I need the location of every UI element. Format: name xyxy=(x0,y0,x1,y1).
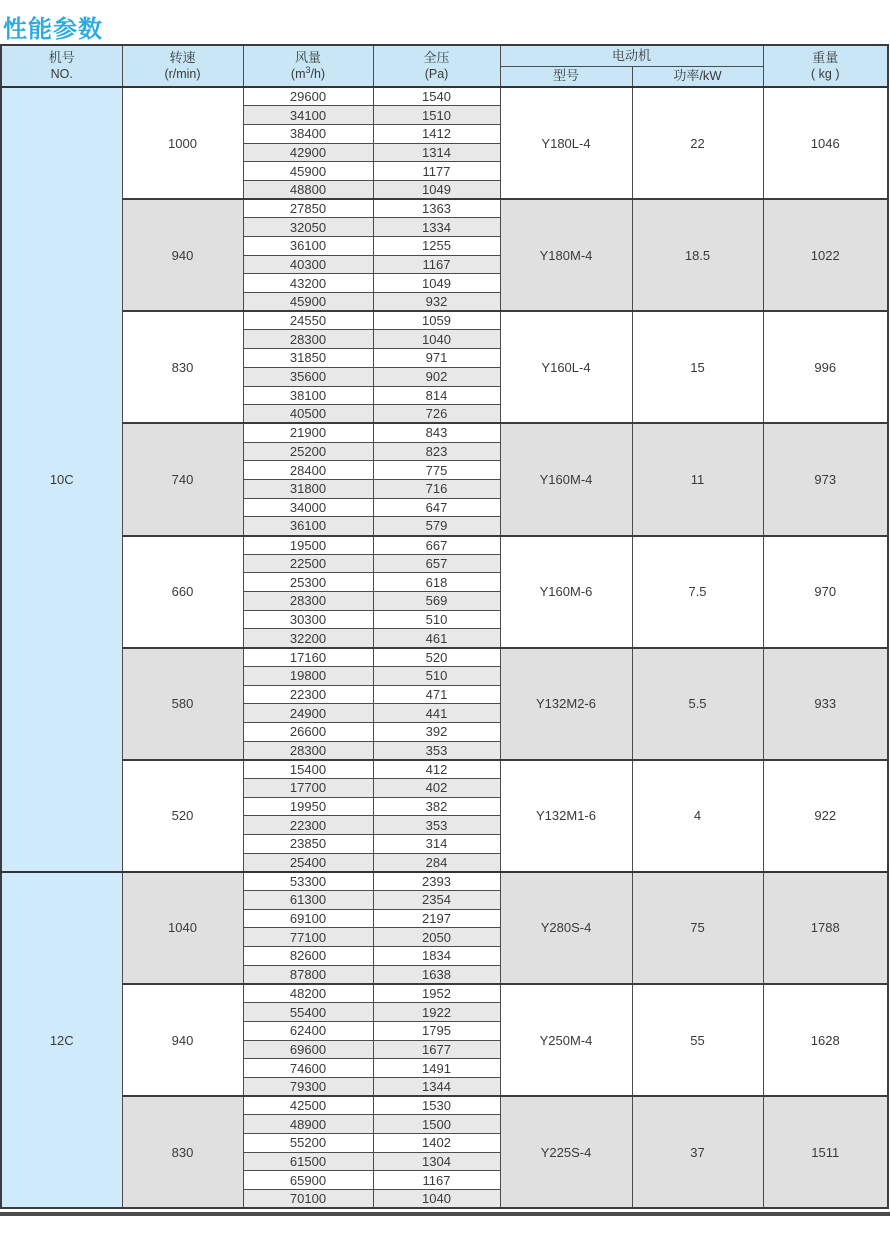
pressure-cell: 314 xyxy=(373,835,500,854)
airflow-cell: 69100 xyxy=(243,909,373,928)
header-speed-line1: 转速 xyxy=(169,49,196,65)
airflow-cell: 35600 xyxy=(243,367,373,386)
airflow-cell: 53300 xyxy=(243,872,373,891)
pressure-cell: 716 xyxy=(373,479,500,498)
airflow-cell: 42900 xyxy=(243,143,373,162)
pressure-cell: 1500 xyxy=(373,1115,500,1134)
table-row xyxy=(1,199,888,218)
pressure-cell: 657 xyxy=(373,554,500,573)
pressure-cell: 1922 xyxy=(373,1003,500,1022)
weight-cell: 922 xyxy=(763,760,888,872)
weight-cell: 973 xyxy=(763,423,888,535)
header-airflow-line1: 风量 xyxy=(294,49,321,65)
airflow-cell: 21900 xyxy=(243,423,373,442)
pressure-cell: 647 xyxy=(373,498,500,517)
table-row xyxy=(1,423,888,442)
header-machine-no xyxy=(1,45,122,87)
machine-no-cell: 12C xyxy=(1,872,122,1208)
airflow-cell: 31850 xyxy=(243,349,373,368)
airflow-cell: 40500 xyxy=(243,405,373,424)
airflow-cell: 48800 xyxy=(243,180,373,199)
power-cell: 5.5 xyxy=(632,648,763,760)
airflow-cell: 17160 xyxy=(243,648,373,667)
header-weight-line1: 重量 xyxy=(812,49,839,65)
airflow-cell: 19800 xyxy=(243,666,373,685)
pressure-cell: 382 xyxy=(373,797,500,816)
performance-table xyxy=(0,44,889,1209)
header-machine-no-line2: NO. xyxy=(50,66,73,81)
weight-cell: 1022 xyxy=(763,199,888,311)
airflow-cell: 45900 xyxy=(243,162,373,181)
airflow-cell: 17700 xyxy=(243,778,373,797)
pressure-cell: 2354 xyxy=(373,891,500,910)
pressure-cell: 667 xyxy=(373,536,500,555)
airflow-cell: 79300 xyxy=(243,1077,373,1096)
speed-cell: 940 xyxy=(122,984,243,1096)
airflow-cell: 70100 xyxy=(243,1190,373,1209)
pressure-cell: 1040 xyxy=(373,1190,500,1209)
weight-cell: 1788 xyxy=(763,872,888,984)
airflow-cell: 74600 xyxy=(243,1059,373,1078)
airflow-cell: 34100 xyxy=(243,106,373,125)
airflow-cell: 25200 xyxy=(243,442,373,461)
pressure-cell: 823 xyxy=(373,442,500,461)
pressure-cell: 579 xyxy=(373,517,500,536)
pressure-cell: 932 xyxy=(373,293,500,312)
airflow-cell: 30300 xyxy=(243,610,373,629)
power-cell: 75 xyxy=(632,872,763,984)
airflow-cell: 22500 xyxy=(243,554,373,573)
motor-model-cell: Y280S-4 xyxy=(500,872,632,984)
airflow-cell: 55400 xyxy=(243,1003,373,1022)
header-pressure-line1: 全压 xyxy=(423,49,450,65)
weight-cell: 1628 xyxy=(763,984,888,1096)
pressure-cell: 412 xyxy=(373,760,500,779)
header-pressure xyxy=(373,45,500,87)
speed-cell: 660 xyxy=(122,536,243,648)
pressure-cell: 441 xyxy=(373,704,500,723)
machine-no-cell: 10C xyxy=(1,87,122,872)
header-speed xyxy=(122,45,243,87)
table-row xyxy=(1,984,888,1003)
header-weight xyxy=(763,45,888,87)
airflow-cell: 32050 xyxy=(243,218,373,237)
airflow-cell: 40300 xyxy=(243,255,373,274)
motor-model-cell: Y160L-4 xyxy=(500,311,632,423)
speed-cell: 940 xyxy=(122,199,243,311)
pressure-cell: 1304 xyxy=(373,1152,500,1171)
airflow-cell: 61500 xyxy=(243,1152,373,1171)
airflow-cell: 28300 xyxy=(243,592,373,611)
pressure-cell: 1677 xyxy=(373,1040,500,1059)
weight-cell: 933 xyxy=(763,648,888,760)
pressure-cell: 461 xyxy=(373,629,500,648)
motor-model-cell: Y250M-4 xyxy=(500,984,632,1096)
pressure-cell: 902 xyxy=(373,367,500,386)
pressure-cell: 1510 xyxy=(373,106,500,125)
header-machine-no-line1: 机号 xyxy=(48,49,75,65)
airflow-cell: 38100 xyxy=(243,386,373,405)
pressure-cell: 1167 xyxy=(373,1171,500,1190)
table-row xyxy=(1,872,888,891)
power-cell: 37 xyxy=(632,1096,763,1208)
speed-cell: 830 xyxy=(122,311,243,423)
pressure-cell: 353 xyxy=(373,816,500,835)
pressure-cell: 402 xyxy=(373,778,500,797)
pressure-cell: 392 xyxy=(373,722,500,741)
motor-model-cell: Y180L-4 xyxy=(500,87,632,199)
pressure-cell: 1491 xyxy=(373,1059,500,1078)
airflow-cell: 19950 xyxy=(243,797,373,816)
speed-cell: 830 xyxy=(122,1096,243,1208)
pressure-cell: 1049 xyxy=(373,180,500,199)
pressure-cell: 618 xyxy=(373,573,500,592)
table-row xyxy=(1,648,888,667)
pressure-cell: 2393 xyxy=(373,872,500,891)
airflow-cell: 45900 xyxy=(243,293,373,312)
pressure-cell: 971 xyxy=(373,349,500,368)
header-airflow-unit: $(m^3/h)$ xyxy=(290,64,326,81)
pressure-cell: 814 xyxy=(373,386,500,405)
airflow-cell: 43200 xyxy=(243,274,373,293)
power-cell: 7.5 xyxy=(632,536,763,648)
airflow-cell: 32200 xyxy=(243,629,373,648)
pressure-cell: 1177 xyxy=(373,162,500,181)
page-title: 性能参数 xyxy=(3,16,103,43)
power-cell: 4 xyxy=(632,760,763,872)
pressure-cell: 1540 xyxy=(373,87,500,106)
header-pressure-line2: (Pa) xyxy=(424,66,449,81)
table-row xyxy=(1,1096,888,1115)
pressure-cell: 1059 xyxy=(373,311,500,330)
airflow-cell: 69600 xyxy=(243,1040,373,1059)
pressure-cell: 284 xyxy=(373,853,500,872)
airflow-cell: 28300 xyxy=(243,741,373,760)
airflow-cell: 48900 xyxy=(243,1115,373,1134)
pressure-cell: 1167 xyxy=(373,255,500,274)
header-motor-group: 电动机 xyxy=(500,45,763,66)
table-row xyxy=(1,87,888,106)
weight-cell: 1046 xyxy=(763,87,888,199)
speed-cell: 1000 xyxy=(122,87,243,199)
pressure-cell: 1952 xyxy=(373,984,500,1003)
speed-cell: 740 xyxy=(122,423,243,535)
motor-model-cell: Y180M-4 xyxy=(500,199,632,311)
table-row xyxy=(1,311,888,330)
pressure-cell: 510 xyxy=(373,610,500,629)
header-motor-power: 功率/kW xyxy=(632,66,763,87)
airflow-cell: 19500 xyxy=(243,536,373,555)
weight-cell: 1511 xyxy=(763,1096,888,1208)
motor-model-cell: Y132M2-6 xyxy=(500,648,632,760)
airflow-cell: 36100 xyxy=(243,517,373,536)
pressure-cell: 1402 xyxy=(373,1134,500,1153)
weight-cell: 970 xyxy=(763,536,888,648)
motor-model-cell: Y160M-6 xyxy=(500,536,632,648)
airflow-cell: 25300 xyxy=(243,573,373,592)
pressure-cell: 520 xyxy=(373,648,500,667)
bottom-rule xyxy=(0,1212,890,1216)
airflow-cell: 65900 xyxy=(243,1171,373,1190)
airflow-cell: 28400 xyxy=(243,461,373,480)
weight-cell: 996 xyxy=(763,311,888,423)
speed-cell: 1040 xyxy=(122,872,243,984)
airflow-cell: 24550 xyxy=(243,311,373,330)
pressure-cell: 1795 xyxy=(373,1021,500,1040)
airflow-cell: 26600 xyxy=(243,722,373,741)
motor-model-cell: Y160M-4 xyxy=(500,423,632,535)
pressure-cell: 1049 xyxy=(373,274,500,293)
airflow-cell: 29600 xyxy=(243,87,373,106)
airflow-cell: 77100 xyxy=(243,928,373,947)
airflow-cell: 25400 xyxy=(243,853,373,872)
airflow-cell: 62400 xyxy=(243,1021,373,1040)
pressure-cell: 1834 xyxy=(373,947,500,966)
airflow-cell: 82600 xyxy=(243,947,373,966)
airflow-cell: 55200 xyxy=(243,1134,373,1153)
pressure-cell: 471 xyxy=(373,685,500,704)
pressure-cell: 1530 xyxy=(373,1096,500,1115)
motor-model-cell: Y132M1-6 xyxy=(500,760,632,872)
airflow-cell: 24900 xyxy=(243,704,373,723)
header-speed-line2: (r/min) xyxy=(164,66,201,81)
header-airflow xyxy=(243,45,373,87)
airflow-cell: 28300 xyxy=(243,330,373,349)
pressure-cell: 1412 xyxy=(373,124,500,143)
pressure-cell: 353 xyxy=(373,741,500,760)
pressure-cell: 1255 xyxy=(373,237,500,256)
pressure-cell: 775 xyxy=(373,461,500,480)
airflow-cell: 22300 xyxy=(243,816,373,835)
pressure-cell: 2197 xyxy=(373,909,500,928)
pressure-cell: 1363 xyxy=(373,199,500,218)
airflow-cell: 48200 xyxy=(243,984,373,1003)
pressure-cell: 1334 xyxy=(373,218,500,237)
airflow-cell: 42500 xyxy=(243,1096,373,1115)
pressure-cell: 569 xyxy=(373,592,500,611)
power-cell: 11 xyxy=(632,423,763,535)
table-row xyxy=(1,760,888,779)
airflow-cell: 87800 xyxy=(243,965,373,984)
speed-cell: 520 xyxy=(122,760,243,872)
pressure-cell: 843 xyxy=(373,423,500,442)
pressure-cell: 1638 xyxy=(373,965,500,984)
table-row xyxy=(1,536,888,555)
airflow-cell: 23850 xyxy=(243,835,373,854)
table-body xyxy=(1,87,888,1208)
power-cell: 15 xyxy=(632,311,763,423)
pressure-cell: 2050 xyxy=(373,928,500,947)
pressure-cell: 1040 xyxy=(373,330,500,349)
airflow-cell: 34000 xyxy=(243,498,373,517)
airflow-cell: 36100 xyxy=(243,237,373,256)
speed-cell: 580 xyxy=(122,648,243,760)
header-weight-line2: ( kg ) xyxy=(811,66,840,81)
power-cell: 22 xyxy=(632,87,763,199)
airflow-cell: 27850 xyxy=(243,199,373,218)
power-cell: 55 xyxy=(632,984,763,1096)
header-motor-model: 型号 xyxy=(500,66,632,87)
pressure-cell: 1344 xyxy=(373,1077,500,1096)
pressure-cell: 510 xyxy=(373,666,500,685)
motor-model-cell: Y225S-4 xyxy=(500,1096,632,1208)
airflow-cell: 61300 xyxy=(243,891,373,910)
airflow-cell: 31800 xyxy=(243,479,373,498)
airflow-cell: 38400 xyxy=(243,124,373,143)
pressure-cell: 726 xyxy=(373,405,500,424)
airflow-cell: 22300 xyxy=(243,685,373,704)
power-cell: 18.5 xyxy=(632,199,763,311)
airflow-cell: 15400 xyxy=(243,760,373,779)
pressure-cell: 1314 xyxy=(373,143,500,162)
